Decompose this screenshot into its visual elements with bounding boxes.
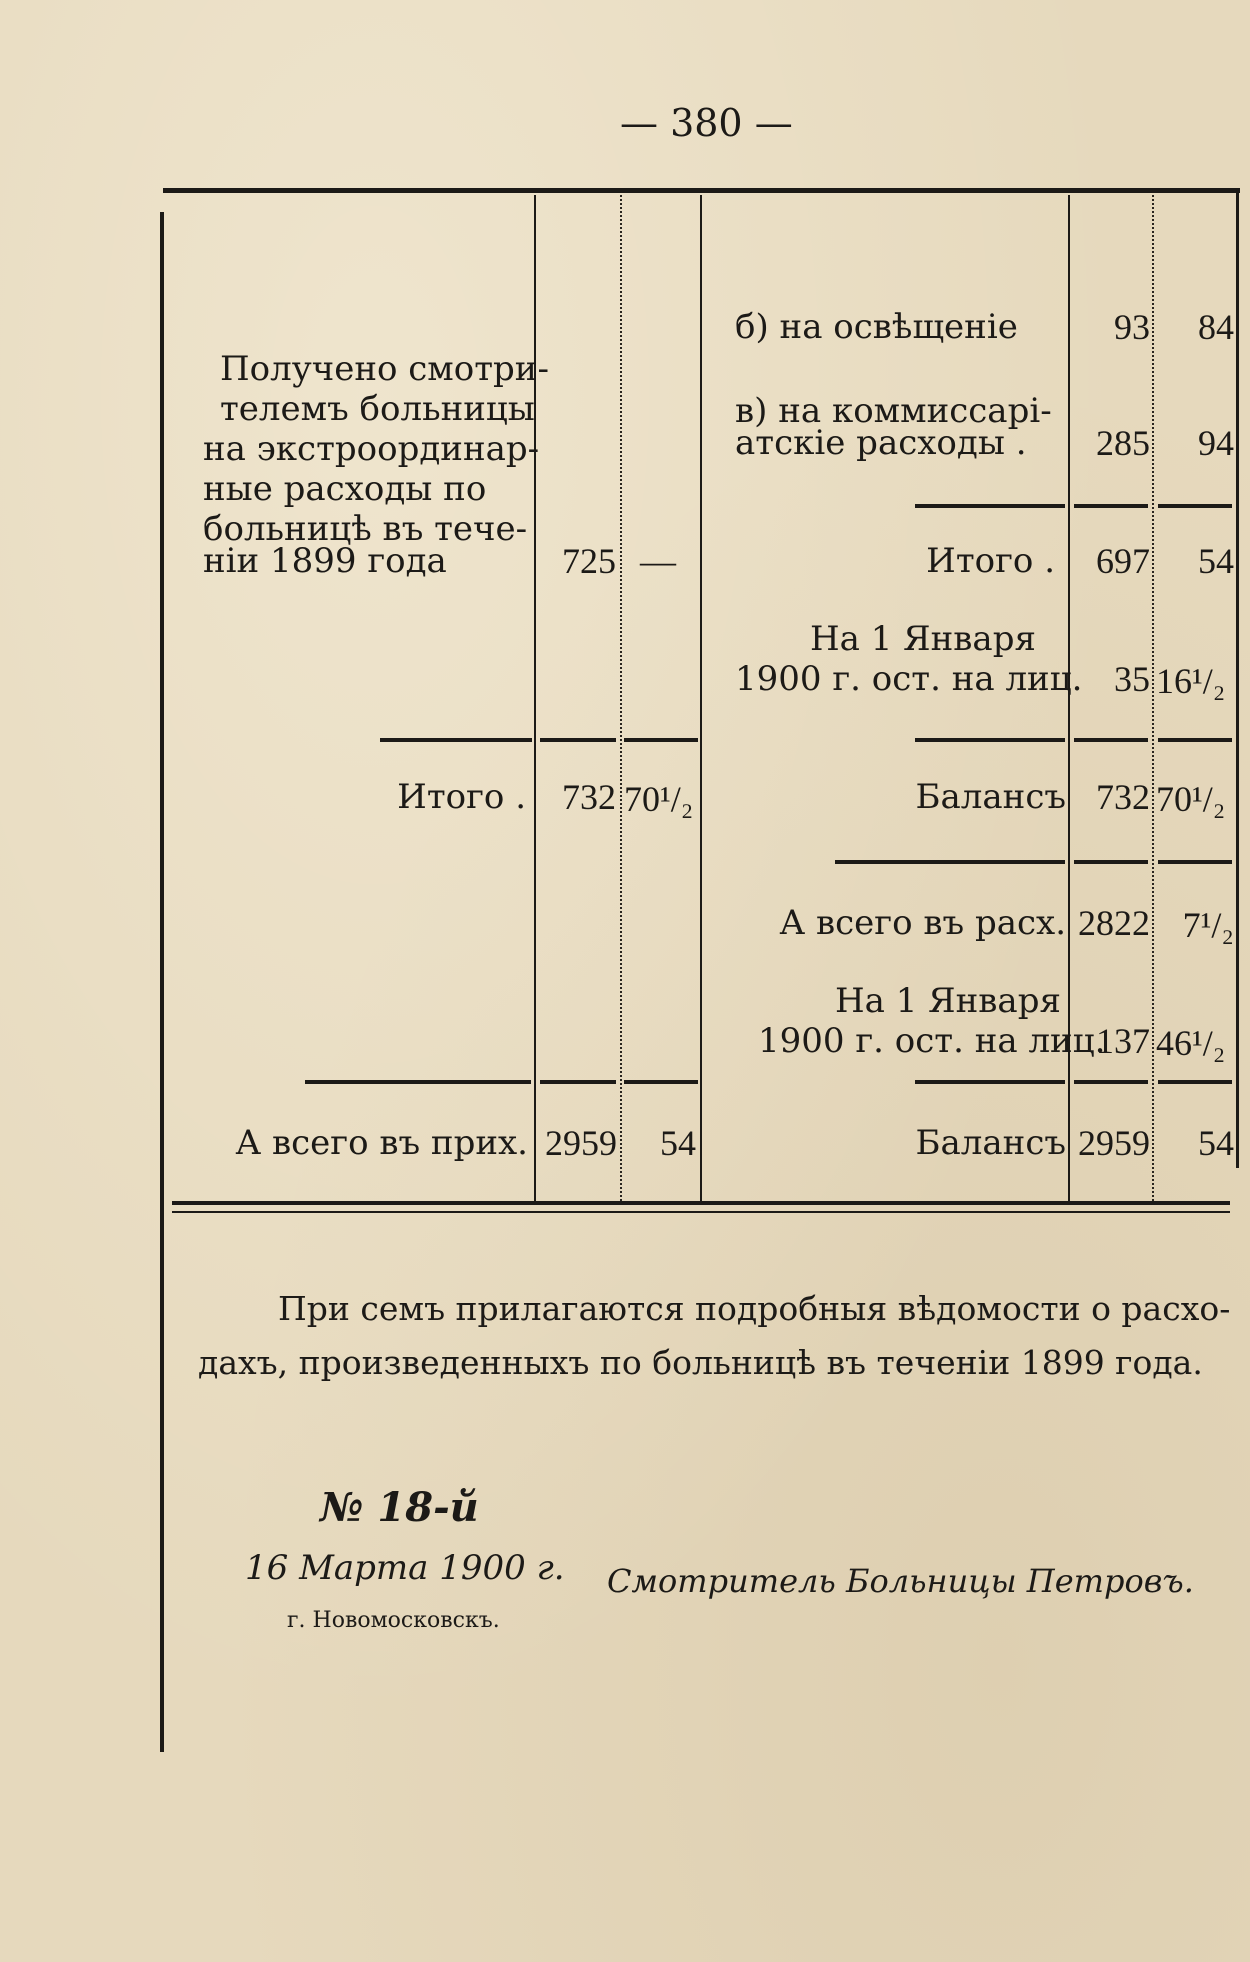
left-rub-divider (534, 195, 536, 1201)
right-itogo-kop: 54 (1198, 541, 1234, 581)
right-total-expense-rub: 2822 (1078, 903, 1150, 943)
left-itogo-rub: 732 (562, 777, 616, 817)
right-balance1-rule-b (1074, 738, 1148, 742)
left-total-rule-a (305, 1080, 531, 1084)
right-balance1-rule-a (915, 738, 1065, 742)
left-total-label: А всего въ прих. (235, 1123, 528, 1163)
right-total-rule-b (1074, 860, 1148, 864)
table-bottom-rule-2 (172, 1211, 1230, 1213)
right-item-lighting-label: б) на освѣщенiе (735, 307, 1018, 347)
left-desc-line-1: Получено смотри- (220, 349, 549, 389)
left-desc-line-5: больницѣ въ тече- (203, 509, 528, 549)
right-item-commissary-kop: 94 (1198, 423, 1234, 463)
left-itogo-rule-c (624, 738, 698, 742)
right-remainder1-rub: 35 (1114, 659, 1150, 699)
document-date: 16 Марта 1900 г. (245, 1548, 565, 1588)
right-item-lighting-kop: 84 (1198, 307, 1234, 347)
right-itogo-rule-a (915, 504, 1065, 508)
left-itogo-label: Итого . (397, 777, 526, 817)
right-balance2-rule-c (1158, 1080, 1232, 1084)
right-balance1-label: Балансъ (915, 777, 1066, 817)
table-top-rule (163, 188, 1240, 193)
right-balance1-rule-c (1158, 738, 1232, 742)
right-item-commissary-rub: 285 (1096, 423, 1150, 463)
left-total-rub: 2959 (545, 1123, 617, 1163)
right-total-expense-label: А всего въ расх. (779, 903, 1066, 943)
right-remainder1-kop: 16¹/₂ (1156, 661, 1226, 701)
left-total-rule-c (624, 1080, 698, 1084)
table-left-rule (160, 212, 164, 1752)
table-bottom-rule (172, 1201, 1230, 1205)
right-balance2-rule-b (1074, 1080, 1148, 1084)
right-total-rule-a (835, 860, 1065, 864)
right-itogo-rub: 697 (1096, 541, 1150, 581)
right-balance2-rule-a (915, 1080, 1065, 1084)
left-itogo-rule-a (380, 738, 532, 742)
table-right-rule (1236, 188, 1239, 1168)
left-desc-line-2: телемъ больницы (220, 389, 535, 429)
right-item-commissary-label-2: атскiе расходы . (735, 423, 1027, 463)
right-item-lighting-rub: 93 (1114, 307, 1150, 347)
right-balance2-rub: 2959 (1078, 1123, 1150, 1163)
right-remainder1-label-1: На 1 Января (810, 619, 1036, 659)
right-item-commissary-label-1: в) на коммиссарi- (735, 391, 1052, 431)
right-kop-divider (1152, 195, 1154, 1201)
right-balance2-kop: 54 (1198, 1123, 1234, 1163)
right-remainder2-label-1: На 1 Января (835, 981, 1061, 1021)
left-amount-rub: 725 (562, 541, 616, 581)
right-balance1-rub: 732 (1096, 777, 1150, 817)
right-total-expense-kop: 7¹/₂ (1182, 905, 1234, 945)
page-number: — 380 — (620, 101, 793, 145)
note-line-2: дахъ, произведенныхъ по больницѣ въ теченiи 1899 года. (198, 1343, 1203, 1382)
document-place: г. Новомосковскъ. (287, 1608, 500, 1633)
right-total-rule-c (1158, 860, 1232, 864)
signer: Смотритель Больницы Петровъ. (607, 1562, 1194, 1600)
left-desc-line-3: на экстроординар- (203, 429, 540, 469)
left-itogo-rule-b (540, 738, 616, 742)
right-balance1-kop: 70¹/₂ (1156, 779, 1226, 819)
center-divider (700, 195, 702, 1201)
left-desc-line-6: нiи 1899 года (203, 541, 447, 581)
left-total-kop: 54 (660, 1123, 696, 1163)
document-number: № 18-й (320, 1484, 479, 1531)
right-remainder2-kop: 46¹/₂ (1156, 1023, 1226, 1063)
right-remainder1-label-2: 1900 г. ост. на лиц. (735, 659, 1083, 699)
right-itogo-rule-c (1158, 504, 1232, 508)
left-desc-line-4: ные расходы по (203, 469, 487, 509)
right-itogo-label: Итого . (926, 541, 1055, 581)
left-total-rule-b (540, 1080, 616, 1084)
right-remainder2-rub: 137 (1096, 1021, 1150, 1061)
left-itogo-kop: 70¹/₂ (624, 779, 694, 819)
right-itogo-rule-b (1074, 504, 1148, 508)
left-amount-kop: — (640, 541, 676, 581)
left-kop-divider (620, 195, 622, 1201)
right-balance2-label: Балансъ (915, 1123, 1066, 1163)
right-remainder2-label-2: 1900 г. ост. на лиц. (758, 1021, 1106, 1061)
note-line-1: При семъ прилагаются подробныя вѣдомости о расхо- (278, 1289, 1231, 1328)
